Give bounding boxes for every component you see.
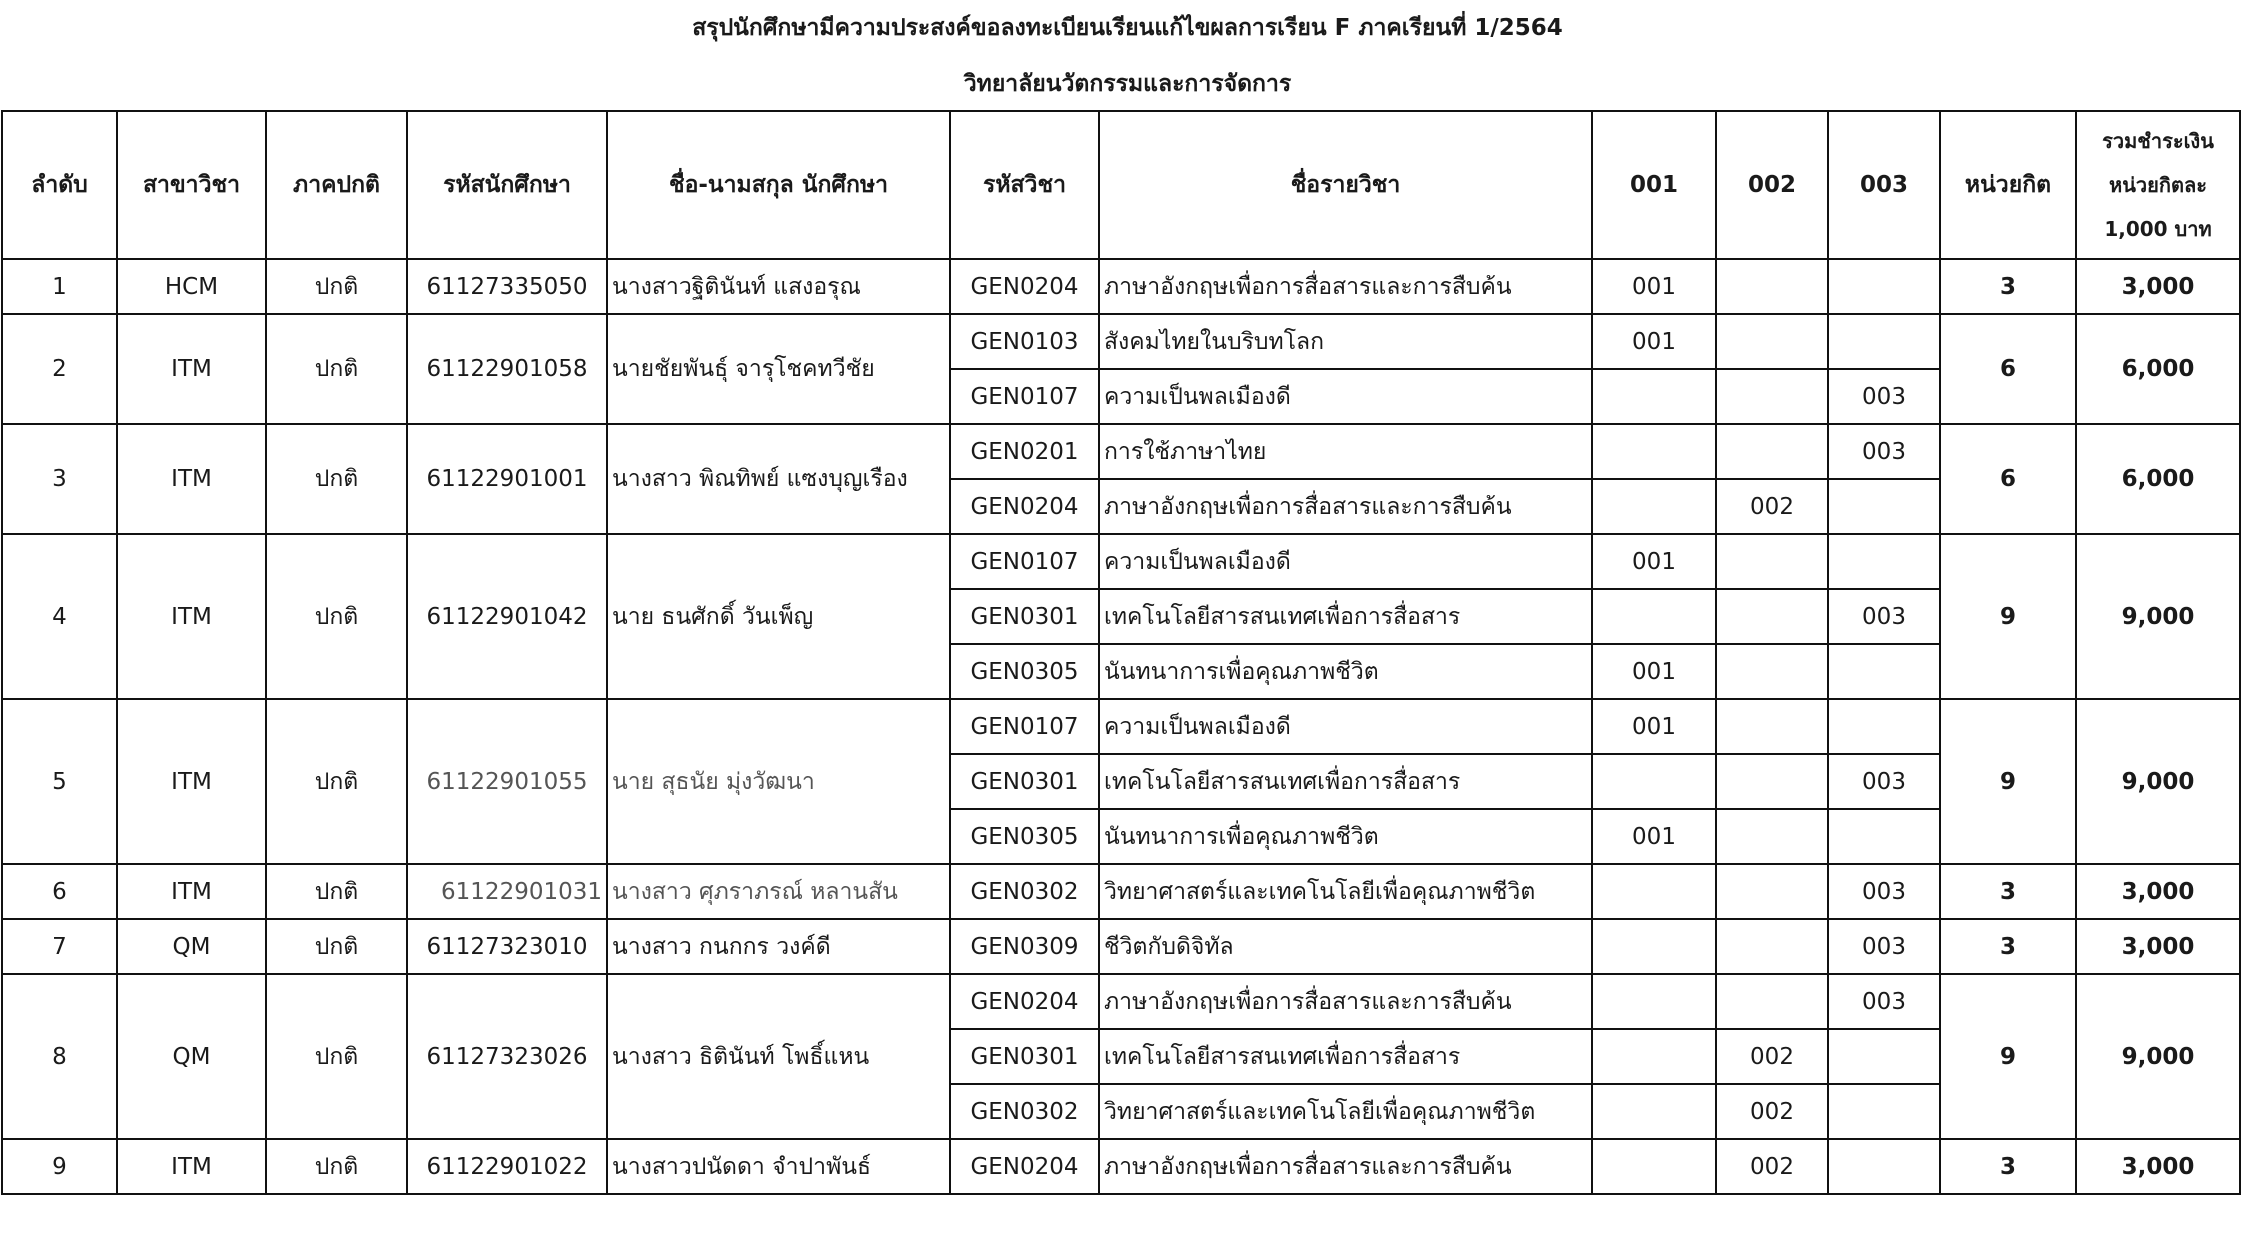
cell-course-code: GEN0107 [950, 369, 1099, 424]
cell-course-code: GEN0301 [950, 589, 1099, 644]
cell-no: 7 [2, 919, 117, 974]
cell-student-name: นางสาว กนกกร วงค์ดี [607, 919, 950, 974]
header-payment [2076, 111, 2240, 259]
cell-sec-001: 001 [1592, 314, 1716, 369]
table-row [2, 424, 2240, 479]
cell-no: 5 [2, 699, 117, 864]
cell-sec-003: 003 [1828, 919, 1940, 974]
cell-sec-002 [1716, 809, 1828, 864]
cell-no: 1 [2, 259, 117, 314]
cell-student-id: 61122901042 [407, 534, 607, 699]
header-sec-003: 003 [1828, 111, 1940, 259]
cell-major: ITM [117, 424, 266, 534]
cell-course-name: ชีวิตกับดิจิทัล [1099, 919, 1592, 974]
cell-student-name: นางสาว ธิตินันท์ โพธิ์แหน [607, 974, 950, 1139]
cell-no: 8 [2, 974, 117, 1139]
header-row [2, 111, 2240, 259]
cell-course-code: GEN0204 [950, 479, 1099, 534]
cell-sec-002: 002 [1716, 1029, 1828, 1084]
cell-course-name: ภาษาอังกฤษเพื่อการสื่อสารและการสืบค้น [1099, 259, 1592, 314]
cell-course-code: GEN0204 [950, 259, 1099, 314]
cell-sec-003 [1828, 314, 1940, 369]
cell-sec-003 [1828, 479, 1940, 534]
cell-total: 3,000 [2076, 1139, 2240, 1194]
table-row [2, 314, 2240, 369]
cell-no: 6 [2, 864, 117, 919]
cell-student-id: 61122901055 [407, 699, 607, 864]
cell-sec-002 [1716, 699, 1828, 754]
cell-course-code: GEN0204 [950, 1139, 1099, 1194]
cell-student-id: 61122901031 [407, 864, 607, 919]
cell-course-name: นันทนาการเพื่อคุณภาพชีวิต [1099, 809, 1592, 864]
cell-course-code: GEN0301 [950, 1029, 1099, 1084]
cell-credits: 3 [1940, 1139, 2076, 1194]
cell-sec-002 [1716, 314, 1828, 369]
page-title: สรุปนักศึกษามีความประสงค์ขอลงทะเบียนเรียนแก้ไขผลการเรียน F ภาคเรียนที่ 1/2564 [692, 15, 1563, 41]
cell-sec-002 [1716, 864, 1828, 919]
cell-student-name: นาย สุธนัย มุ่งวัฒนา [607, 699, 950, 864]
cell-student-name: นาย ธนศักดิ์ วันเพ็ญ [607, 534, 950, 699]
cell-sec-003 [1828, 809, 1940, 864]
cell-sec-002 [1716, 644, 1828, 699]
cell-no: 2 [2, 314, 117, 424]
cell-major: HCM [117, 259, 266, 314]
cell-course-name: นันทนาการเพื่อคุณภาพชีวิต [1099, 644, 1592, 699]
cell-sec-002 [1716, 589, 1828, 644]
cell-sec-001 [1592, 424, 1716, 479]
cell-sec-002: 002 [1716, 479, 1828, 534]
cell-credits: 6 [1940, 314, 2076, 424]
cell-sec-003: 003 [1828, 369, 1940, 424]
cell-credits: 9 [1940, 534, 2076, 699]
cell-major: QM [117, 974, 266, 1139]
cell-student-id: 61122901058 [407, 314, 607, 424]
cell-course-name: ภาษาอังกฤษเพื่อการสื่อสารและการสืบค้น [1099, 974, 1592, 1029]
cell-course-name: วิทยาศาสตร์และเทคโนโลยีเพื่อคุณภาพชีวิต [1099, 1084, 1592, 1139]
cell-sec-002 [1716, 974, 1828, 1029]
cell-student-name: นางสาวฐิตินันท์ แสงอรุณ [607, 259, 950, 314]
cell-program: ปกติ [266, 534, 407, 699]
cell-course-name: ภาษาอังกฤษเพื่อการสื่อสารและการสืบค้น [1099, 1139, 1592, 1194]
cell-sec-001 [1592, 754, 1716, 809]
cell-sec-002 [1716, 369, 1828, 424]
cell-sec-001 [1592, 1139, 1716, 1194]
cell-no: 9 [2, 1139, 117, 1194]
header-student-id: รหัสนักศึกษา [407, 111, 607, 259]
cell-program: ปกติ [266, 919, 407, 974]
cell-course-code: GEN0301 [950, 754, 1099, 809]
cell-sec-003 [1828, 1139, 1940, 1194]
cell-student-id: 61122901001 [407, 424, 607, 534]
cell-course-name: ความเป็นพลเมืองดี [1099, 369, 1592, 424]
cell-sec-001 [1592, 479, 1716, 534]
cell-course-name: การใช้ภาษาไทย [1099, 424, 1592, 479]
cell-total: 6,000 [2076, 424, 2240, 534]
cell-sec-001 [1592, 589, 1716, 644]
cell-sec-003: 003 [1828, 424, 1940, 479]
cell-course-code: GEN0107 [950, 699, 1099, 754]
cell-course-code: GEN0302 [950, 1084, 1099, 1139]
cell-total: 9,000 [2076, 974, 2240, 1139]
cell-major: ITM [117, 864, 266, 919]
cell-course-code: GEN0204 [950, 974, 1099, 1029]
cell-student-id: 61127335050 [407, 259, 607, 314]
cell-student-name: นางสาวปนัดดา จำปาพันธ์ [607, 1139, 950, 1194]
header-program: ภาคปกติ [266, 111, 407, 259]
cell-sec-001: 001 [1592, 534, 1716, 589]
cell-sec-003 [1828, 644, 1940, 699]
cell-credits: 9 [1940, 699, 2076, 864]
cell-sec-003 [1828, 534, 1940, 589]
header-sec-002: 002 [1716, 111, 1828, 259]
registration-table [1, 110, 2241, 1195]
cell-total: 3,000 [2076, 919, 2240, 974]
cell-sec-003: 003 [1828, 754, 1940, 809]
cell-no: 4 [2, 534, 117, 699]
cell-program: ปกติ [266, 974, 407, 1139]
cell-sec-002 [1716, 424, 1828, 479]
cell-sec-001: 001 [1592, 809, 1716, 864]
header-pay-line3: 1,000 บาท [2104, 217, 2212, 241]
cell-program: ปกติ [266, 314, 407, 424]
cell-course-code: GEN0305 [950, 644, 1099, 699]
cell-student-name: นางสาว ศุภราภรณ์ หลานสัน [607, 864, 950, 919]
header-course-name: ชื่อรายวิชา [1099, 111, 1592, 259]
cell-major: ITM [117, 534, 266, 699]
cell-sec-003 [1828, 1084, 1940, 1139]
cell-program: ปกติ [266, 259, 407, 314]
cell-sec-002 [1716, 259, 1828, 314]
table-row [2, 1139, 2240, 1194]
cell-student-id: 61127323026 [407, 974, 607, 1139]
header-no: ลำดับ [2, 111, 117, 259]
cell-course-name: ความเป็นพลเมืองดี [1099, 699, 1592, 754]
cell-student-name: นายชัยพันธุ์ จารุโชคทวีชัย [607, 314, 950, 424]
cell-sec-003: 003 [1828, 864, 1940, 919]
cell-program: ปกติ [266, 424, 407, 534]
cell-course-name: ภาษาอังกฤษเพื่อการสื่อสารและการสืบค้น [1099, 479, 1592, 534]
table-row [2, 534, 2240, 589]
table-row [2, 919, 2240, 974]
cell-credits: 3 [1940, 259, 2076, 314]
cell-major: ITM [117, 699, 266, 864]
cell-sec-001 [1592, 369, 1716, 424]
cell-sec-001: 001 [1592, 644, 1716, 699]
header-name: ชื่อ-นามสกุล นักศึกษา [607, 111, 950, 259]
cell-sec-002 [1716, 919, 1828, 974]
cell-credits: 3 [1940, 864, 2076, 919]
table-row [2, 974, 2240, 1029]
header-credits: หน่วยกิต [1940, 111, 2076, 259]
header-course-code: รหัสวิชา [950, 111, 1099, 259]
table-row [2, 864, 2240, 919]
cell-course-code: GEN0302 [950, 864, 1099, 919]
page-subtitle: วิทยาลัยนวัตกรรมและการจัดการ [963, 71, 1292, 97]
cell-course-name: วิทยาศาสตร์และเทคโนโลยีเพื่อคุณภาพชีวิต [1099, 864, 1592, 919]
cell-credits: 9 [1940, 974, 2076, 1139]
cell-course-code: GEN0107 [950, 534, 1099, 589]
cell-student-name: นางสาว พิณทิพย์ แซงบุญเรือง [607, 424, 950, 534]
cell-major: ITM [117, 314, 266, 424]
cell-sec-003 [1828, 259, 1940, 314]
cell-student-id: 61122901022 [407, 1139, 607, 1194]
cell-course-code: GEN0305 [950, 809, 1099, 864]
cell-course-name: เทคโนโลยีสารสนเทศเพื่อการสื่อสาร [1099, 1029, 1592, 1084]
cell-credits: 3 [1940, 919, 2076, 974]
cell-course-name: เทคโนโลยีสารสนเทศเพื่อการสื่อสาร [1099, 754, 1592, 809]
cell-program: ปกติ [266, 864, 407, 919]
cell-course-code: GEN0201 [950, 424, 1099, 479]
header-major: สาขาวิชา [117, 111, 266, 259]
cell-program: ปกติ [266, 699, 407, 864]
table-row [2, 259, 2240, 314]
cell-total: 9,000 [2076, 534, 2240, 699]
cell-sec-001: 001 [1592, 259, 1716, 314]
cell-course-name: ความเป็นพลเมืองดี [1099, 534, 1592, 589]
header-pay-line2: หน่วยกิตละ [2109, 173, 2207, 197]
cell-sec-001 [1592, 919, 1716, 974]
table-body [2, 259, 2240, 1194]
cell-total: 3,000 [2076, 259, 2240, 314]
cell-credits: 6 [1940, 424, 2076, 534]
cell-course-code: GEN0103 [950, 314, 1099, 369]
cell-total: 3,000 [2076, 864, 2240, 919]
cell-sec-003: 003 [1828, 589, 1940, 644]
cell-major: ITM [117, 1139, 266, 1194]
cell-course-code: GEN0309 [950, 919, 1099, 974]
cell-no: 3 [2, 424, 117, 534]
cell-sec-002: 002 [1716, 1139, 1828, 1194]
header-pay-line1: รวมชำระเงิน [2102, 129, 2214, 153]
cell-sec-002: 002 [1716, 1084, 1828, 1139]
cell-sec-001 [1592, 864, 1716, 919]
header-sec-001: 001 [1592, 111, 1716, 259]
cell-total: 9,000 [2076, 699, 2240, 864]
cell-program: ปกติ [266, 1139, 407, 1194]
cell-sec-003 [1828, 699, 1940, 754]
cell-sec-003: 003 [1828, 974, 1940, 1029]
cell-course-name: เทคโนโลยีสารสนเทศเพื่อการสื่อสาร [1099, 589, 1592, 644]
cell-sec-002 [1716, 754, 1828, 809]
cell-sec-001: 001 [1592, 699, 1716, 754]
cell-major: QM [117, 919, 266, 974]
cell-sec-001 [1592, 1029, 1716, 1084]
cell-total: 6,000 [2076, 314, 2240, 424]
cell-sec-003 [1828, 1029, 1940, 1084]
table-row [2, 699, 2240, 754]
cell-course-name: สังคมไทยในบริบทโลก [1099, 314, 1592, 369]
cell-sec-001 [1592, 974, 1716, 1029]
cell-student-id: 61127323010 [407, 919, 607, 974]
cell-sec-002 [1716, 534, 1828, 589]
cell-sec-001 [1592, 1084, 1716, 1139]
